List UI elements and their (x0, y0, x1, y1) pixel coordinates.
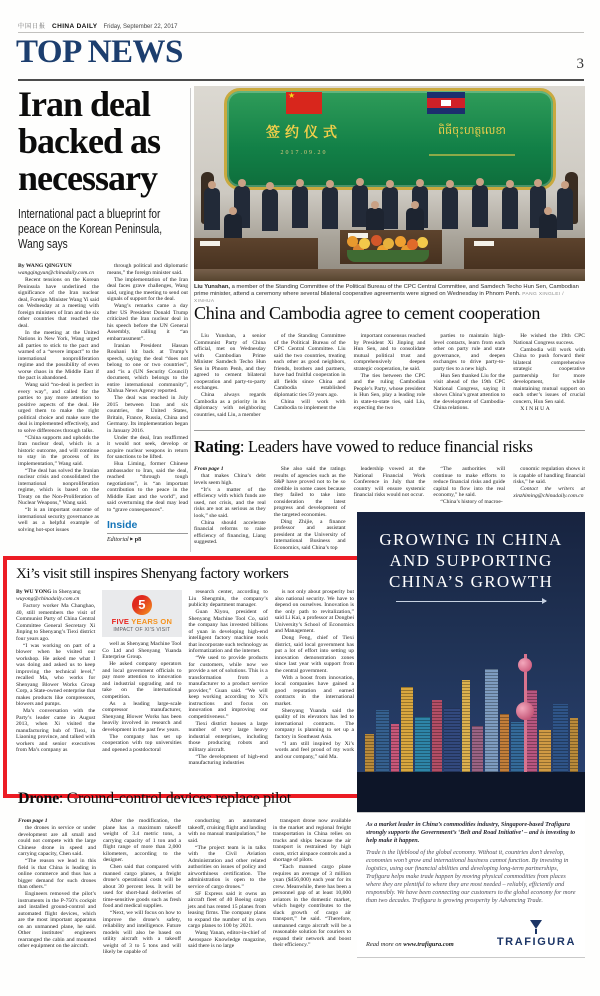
photo-credit: PANG XINGLEI / XINHUA (194, 292, 565, 304)
caption-lead: Liu Yunshan, (194, 284, 230, 290)
iran-subhead: International pact a blueprint for peace on the Korean Peninsula, Wang says (18, 207, 163, 251)
backdrop-khmer-subline (429, 154, 515, 156)
article-drone (18, 790, 351, 956)
xi-byline-email: wuyong@chinadaily.com.cn (16, 596, 80, 602)
inside-page-ref: p8 (134, 537, 142, 543)
backdrop-chinese-title: 签约仪式 (266, 126, 342, 141)
paragraph: He asked company operators and local government officials to pay more attention to innovation and industrial upgrading and to take on the international competition. (102, 661, 182, 700)
paragraph: Under the deal, Iran reaffirmed it would not seek, develop or acquire nuclear weapons in return for sanctions to be lifted. (107, 434, 188, 460)
xi-col2-paragraphs (102, 641, 181, 753)
five-logo-number: 5 (132, 595, 152, 615)
paragraph: China always regards Cambodia as a priority in its diplomacy with neighboring countries, said Liu, a member (194, 392, 266, 418)
headline-line: Iran deal (18, 84, 151, 124)
paragraph: The implementation of the Iran deal faces grave challenges, Wang said, urging the meeting to send out signals of support for the deal. (107, 276, 188, 302)
paragraph: The company has set up cooperation with top universities and opened a postdoctoral (102, 733, 182, 753)
paragraph: “Next, we will focus on how to improve the drone’s safety, reliability and intelligence. Future models will also be based on utility aircraft with a takeoff weight of 3 to 5 tons and will likely be capable of (103, 910, 181, 955)
xi-byline (16, 589, 95, 596)
paragraph: Ding Zhijie, a finance professor and assistant president at the University of International Business and Economics, said China’s top (273, 518, 346, 551)
inside-label: Inside (107, 519, 138, 531)
city-skyline (357, 647, 585, 772)
inside-item-label: Editorial (107, 537, 129, 543)
photo-floor (194, 269, 585, 281)
backdrop-date: 2017.09.20 (280, 150, 328, 156)
paragraph: “The project team is in talks with the Civil Aviation Administration and other related authorities on issues of policy and airworthiness certification. The administration is open to the service of cargo drones.” (188, 844, 266, 890)
rating-col2 (274, 466, 346, 564)
cambodia-col5-paragraphs (513, 333, 585, 405)
rating-headline (194, 437, 585, 457)
paragraph: Shenyang Yuanda said the quality of its elevators has led to international contracts. The company is planning to set up a factory in Southeast Asia. (274, 707, 354, 740)
paragraph: conducting an automated takeoff, cruising flight and landing with no manual manipulation,” he said. (188, 818, 266, 844)
cambodia-col5 (513, 333, 585, 423)
arrow-line-icon (396, 601, 546, 602)
paragraph: Recent tensions on the Korean Peninsula have underlined the significance of the Iran nuclear deal, Foreign Minister Wang Yi said on Wednesday at a meeting with foreign ministers of Iran and the six other countries that reached the deal. (18, 277, 99, 329)
paragraph: “China supports and upholds the Iran nuclear deal, which is a historic outcome, and will continue to stay in the process of its implementation,” Wang said. (18, 434, 99, 467)
five-logo-title (106, 617, 177, 626)
ad-hero (357, 512, 585, 812)
article-china-cambodia (194, 303, 585, 423)
cambodia-col3 (354, 333, 426, 423)
paragraph: Factory worker Ma Changhao, 40, still remembers the visit of Communist Party of China Central Committee General Secretary Xi Jinping to Shenyang’s Tiexi district four years ago. (16, 603, 96, 642)
paragraph: China should accelerate financial reforms to raise efficiency of financing, Liang suggested. (194, 519, 266, 545)
iran-col2-paragraphs (107, 263, 188, 513)
inside-editorial-link[interactable] (107, 536, 188, 543)
oriental-pearl-tower (524, 654, 527, 772)
iran-column-1 (18, 263, 99, 565)
ad-url-link[interactable]: www.trafigura.com (403, 941, 454, 948)
trafigura-logo (497, 920, 576, 948)
paragraph: “The deal has solved the Iranian nuclear crisis and consolidated the international nonproliferation regime, which is based on the Treaty on the Non-Proliferation of Nuclear Weapons,” Wang said. (18, 467, 99, 506)
paragraph: After the modification, the plane has a maximum takeoff weight of 3.4 metric tons, a carrying capacity of 1 ton and a flight range of more than 2,000 kilometers, according to the designer. (103, 818, 181, 863)
paragraph: “It is an important outcome of international security governance as well as a helpful example of solving hot-spot issues (18, 507, 99, 533)
signing-table-right (464, 238, 585, 272)
drone-headline-rest: : Ground-control devices replace pilot (58, 790, 291, 807)
paragraph: “The authorities will continue to make efforts to reduce financial risks and guide capital to flow into the real economy,” he said. (433, 466, 506, 498)
paragraph: Chen said that compared with manned cargo planes, a freight drone’s operational costs will be about 30 percent less. It will be used for short-haul deliveries of time-sensitive goods such as fresh food and medical supplies. (103, 864, 181, 909)
paragraph: conomic regulation shows it is capable of handling financial risks,” he said. (513, 466, 585, 485)
masthead-rule (18, 32, 584, 33)
funnel-icon (530, 920, 542, 929)
xi-col2 (102, 589, 181, 775)
xi-headline: Xi’s visit still inspires Shenyang factory workers (16, 566, 289, 582)
article-iran-deal (18, 86, 188, 565)
paragraph: is not only about prosperity but also national security. We have to depend on ourselves. Innovation is the only path to revitalization,” said Li Kai, a professor at Dongbei University’s School of Economics and Management. (274, 589, 354, 634)
xi-col4 (275, 589, 354, 775)
section-title: TOP NEWS (16, 34, 183, 70)
drone-col2 (103, 818, 181, 956)
paragraph: Guan Xiyou, president of Shenyang Machine Tool Co, said the company has invested billions of yuan in developing high-end intelligent factory machine tools that incorporate such technology as informatization and the internet. (188, 609, 268, 654)
masthead-date: Friday, September 22, 2017 (103, 24, 178, 30)
paragraph: In the meeting at the United Nations in New York, Wang urged all parties to stick to the pact and warned of a “severe impact” to the international nonproliferation regime and the possibility of even worse chaos in the Middle East if the pact is abandoned. (18, 329, 99, 381)
paragraph: Ma’s conversation with the Party’s leader came in August 2013, when Xi visited the manufacturing hub of Tiexi, in Liaoning province, and talked with workers and senior executives from Ma’s company as (16, 708, 96, 753)
drone-col1 (18, 818, 96, 956)
masthead-chinese-title: 中国日报 (18, 24, 47, 30)
cambodia-flag (427, 92, 465, 114)
paragraph: research center, according to Liu Shengmin, the company’s publicity department manager. (188, 589, 268, 608)
ad-read-more-prefix: Read more on (366, 941, 404, 948)
five-years-on-logo (102, 590, 181, 637)
xi-col1-paragraphs (16, 603, 95, 754)
river-water (357, 772, 585, 812)
xi-byline-name: By WU YONG (16, 589, 52, 595)
paragraph: “The reason we lead in this field is that China is leading in online commerce and thus has a bigger demand for such drones than others.” (18, 858, 96, 890)
iran-headline (18, 86, 188, 197)
rating-headline-lead: Rating (194, 437, 240, 456)
inside-box (107, 519, 188, 543)
paragraph: The deal was reached in July 2015 between Iran and six countries, the United States, Britain, France, Russia, China and Germany. Its implementation began in January 2016. (107, 395, 188, 434)
paragraph: “Each manned cargo plane requires an average of 3 million yuan ($456,000) each year for its crew. Meanwhile, there has been a personnel gap of at least 10,000 aviators in the domestic market, which hugely contributes to the slack growth of cargo air transport,” he said. “Therefore, unmanned cargo aircraft will be a reasonable solution for couriers to expand their network and boost their efficiency.” (273, 864, 351, 948)
paragraph: SF Express said it owns an aircraft fleet of 40 Boeing cargo jets and has rented 15 planes from leasing firms. The company plans to expand the number of its own cargo planes to 100 by 2021. (188, 890, 266, 929)
five-logo-word2: YEARS ON (131, 617, 173, 626)
drone-col4 (273, 818, 351, 956)
xi-col3 (189, 589, 268, 775)
paragraph: Liu Yunshan, a senior Communist Party of China official, met on Wednesday with Cambodian Prime Minister Samdech Techo Hun Sen in Phnom Penh, and they agreed to cement bilateral cooperation and party-to-party exchanges. (194, 333, 266, 391)
cambodia-headline: China and Cambodia agree to cement cooperation (194, 303, 541, 323)
ad-title (357, 529, 585, 592)
photo-caption (194, 284, 585, 305)
column-divider (190, 88, 191, 552)
paragraph: Wang’s remarks came a day after US President Donald Trump criticized the Iran nuclear deal in his speech before the UN General Assembly, calling it “an embarrassment”. (107, 303, 188, 342)
ad-title-line: CHINA’S GROWTH (388, 572, 554, 591)
ad-copy-panel (357, 812, 585, 958)
paragraph: “I am still inspired by Xi’s words and feel proud of my work and our company,” said Ma. (274, 740, 354, 760)
contact-line: Contact the writers at xinzhiming@chinadaily.com.cn (513, 486, 585, 499)
cambodia-col4 (433, 333, 505, 423)
iran-col1-paragraphs (18, 277, 99, 533)
paragraph: Dong Feng, chief of Tiexi district, said local government has put a lot of effort into setting up innovation demonstration zones since last year with support from the central government. (274, 635, 354, 674)
ad-title-line: GROWING IN CHINA (379, 530, 563, 549)
iran-byline-email: wangqingyun@chinadaily.com.cn (18, 270, 94, 276)
drone-headline (18, 790, 351, 808)
paragraph: Tiexi district houses a large number of very large heavy industrial enterprises, including those producing robots and military aircraft. (188, 720, 268, 753)
flower-bouquet (347, 236, 435, 266)
paragraph: important consensus reached by President Xi Jinping and Hun Sen, and to consolidate mutual political trust and comprehensively deepen strategic cooperation, he said. (353, 333, 426, 372)
article-xi-visit (3, 556, 367, 798)
arrow-right-icon: ▶ (130, 536, 134, 541)
backdrop-khmer-title: ពិធីចុះហត្ថលេខា (438, 125, 506, 137)
paragraph: As a leading large-scale compressor manufacturer, Shenyang Blower Works has been heavily involved in research and development in the past few years. (102, 700, 182, 733)
xi-byline-location: in Shenyang (52, 589, 81, 595)
cambodia-col2 (274, 333, 346, 423)
paragraph: The ties between the CPC and the ruling Cambodian People’s Party, whose president is Hun Sen, play a leading role in state-to-state ties, said Liu, expecting the two (353, 372, 426, 411)
ad-read-more (366, 941, 454, 948)
from-page-label: From page 1 (18, 818, 48, 824)
paragraph: Engineers removed the pilot’s instruments in the P-750’s cockpit and installed ground-control and automated flight devices, which are the most important apparatus on an unmanned plane, he said. Other institutes’ engineers rearranged the cabin and mounted other equipment on the aircraft. (18, 891, 96, 949)
paragraph: Wang Yanan, editor-in-chief of Aerospace Knowledge magazine, said there is no large (188, 930, 266, 949)
ceremony-photo (194, 86, 585, 281)
paragraph: China will work with Cambodia to implement the (273, 398, 346, 411)
rating-col1-paragraphs (194, 473, 266, 546)
paragraph: “China’s history of macroe- (440, 499, 503, 505)
paragraph: parties to maintain high-level contacts, learn from each other on party rule and state governance, and deepen exchanges to drive party-to-party ties to a new high. (433, 333, 506, 372)
paragraph: the drones in service or under development are all small and could not compete with the large Chinese drone in speed and carrying capacity, Chen said. (18, 825, 96, 857)
seated-signer-left (224, 214, 242, 240)
paragraph: Iranian President Hassan Rouhani hit back at Trump’s speech, saying the deal “does not belong to one or two countries”, and “is a (UN Security Council) document, which belongs to the entire international community”, Xinhua News Agency reported. (107, 342, 188, 394)
masthead (18, 21, 584, 30)
paragraph: Cambodia will work with China to push forward their bilateral comprehensive strategic cooperative partnership for more development, while maintaining mutual support on each other’s issues of crucial concern, Hun Sen said. (513, 346, 585, 405)
masthead-brand: CHINA DAILY (52, 23, 98, 30)
caption-text: a member of the Standing Committee of the Political Bureau of the CPC Central Committee, and Samdech Techo Hun Sen, Cambodian prime minister, attend a ceremony where several bilateral cooperative agreements were signed on Wednesday in Phnom Penh. (194, 284, 579, 297)
headline-line: backed as (18, 121, 161, 161)
cambodia-col1 (194, 333, 266, 423)
paragraph: through political and diplomatic means,” the foreign minister said. (107, 263, 188, 276)
five-logo-word1: FIVE (111, 617, 130, 626)
from-page-label: From page 1 (194, 466, 224, 472)
iran-byline: By WANG QINGYUN (18, 263, 72, 269)
five-logo-tagline: IMPACT OF XI'S VISIT (113, 627, 171, 633)
iran-column-2 (107, 263, 188, 565)
rating-col5-paragraphs (513, 466, 585, 486)
paragraph: Hua Liming, former Chinese ambassador to Iran, said the deal, reached “through tough negotiations”, is “an important contribution to the peace in the Middle East and the world”, and said overturning the deal may lead to “grave consequences”. (107, 461, 188, 513)
rating-headline-rest: : Leaders have vowed to reduce financial risks (239, 437, 533, 456)
page-number: 3 (576, 56, 584, 72)
ad-body-paragraph: Trade is the lifeblood of the global economy. Without it, countries don’t develop, economies won’t grow and international business cannot function. By investing in logistics, using our financial abilities and developing long-term partnerships, Trafigura helps make trade happen by moving physical commodities from places where they are plentiful to where they are most needed – reliably, efficiently and responsibly. We have been connecting our customers to the global economy for more than two decades. Trafigura is growing prosperity by Advancing Trade. (366, 849, 576, 904)
ad-title-line: AND SUPPORTING (389, 551, 553, 570)
paragraph: of the Standing Committee of the Political Bureau of the CPC Central Committee. Liu said the two countries, treating each other as good neighbors, friends, brothers and partners, have had fruitful cooperation in all fields since China and Cambodia established diplomatic ties 59 years ago. (273, 333, 346, 398)
paragraph: With a boost from innovation, local companies have gained a good reputation and earned contracts in the international market. (274, 674, 354, 707)
funnel-icon-stem (535, 929, 537, 934)
ad-lead-paragraph: As a market leader in China’s commodities industry, Singapore-based Trafigura strongly supports the Government’s ‘Belt and Road Initiative’ – and is investing to help make it happen. (366, 821, 576, 844)
trafigura-advertisement (357, 512, 585, 958)
paragraph: that makes China’s debt levels seem high. (194, 473, 266, 486)
china-flag (286, 92, 322, 114)
paragraph: transport drone now available in the market and regional freight transportation in China relies on trucks and ships because the air transport is restrained by high costs, strict airspace controls and a shortage of pilots. (273, 818, 351, 863)
xi-col1 (16, 589, 95, 775)
paragraph: “The development of high-end manufacturing industries (188, 753, 268, 766)
rating-col1 (194, 466, 266, 564)
divider-rule (194, 430, 585, 431)
paragraph: “I was working on part of a blower when he visited our workshop. He asked me what I was doing and asked us to keep improving the technical level,” recalled Ma, who works for Shenyang Blower Works Group Corp, a State-owned enterprise that makes products like compressors, blowers and pumps. (16, 642, 96, 707)
agency-credit: XINHUA (520, 405, 552, 412)
headline-line: necessary (18, 158, 157, 198)
inside-rule (107, 533, 188, 534)
section-rule (18, 79, 584, 81)
paragraph: “It’s a matter of the efficiency with which funds are used, not crisis, and the real risks are not as serious as they look,” she said. (194, 486, 266, 519)
drone-col3 (188, 818, 266, 956)
paragraph: Wang said “no-deal is perfect in every way”, and called for the parties to pay more attention to positive aspects of the deal. He urged them to make the right political choice and make sure the deal is implemented effectively, and to solve differences through talks. (18, 382, 99, 434)
seated-signer-right (539, 214, 557, 240)
paragraph: He wished the 19th CPC National Congress success. (513, 333, 585, 346)
paragraph: Hun Sen thanked Liu for the visit ahead of the 19th CPC National Congress, saying it shows China’s great attention to the development of Cambodia-China relations. (433, 372, 506, 411)
paragraph: “We used to provide products for customers, while now we provide a set of solutions. This is a transformation from a manufacturer to a product service provider,” Guan said. “We will keep working according to Xi’s instructions and focus on innovation and improving our competitiveness.” (188, 655, 268, 720)
paragraph: leadership vowed at the National Financial Work Conference in July that the country will ensure systemic financial risks would not occur. (353, 466, 426, 498)
signing-table-left (194, 238, 318, 272)
paragraph: She also said the ratings results of agencies such as the S&P have proved not to be so credible in some cases because they failed to take into consideration the latest progress and development of the targeted economies. (273, 466, 346, 518)
drone-headline-lead: Drone (18, 790, 59, 807)
trafigura-wordmark: TRAFIGURA (496, 936, 576, 948)
drone-col1-paragraphs (18, 825, 96, 950)
paragraph: well as Shenyang Machine Tool Co Ltd and Shenyang Yuanda Enterprise Group. (102, 641, 182, 660)
